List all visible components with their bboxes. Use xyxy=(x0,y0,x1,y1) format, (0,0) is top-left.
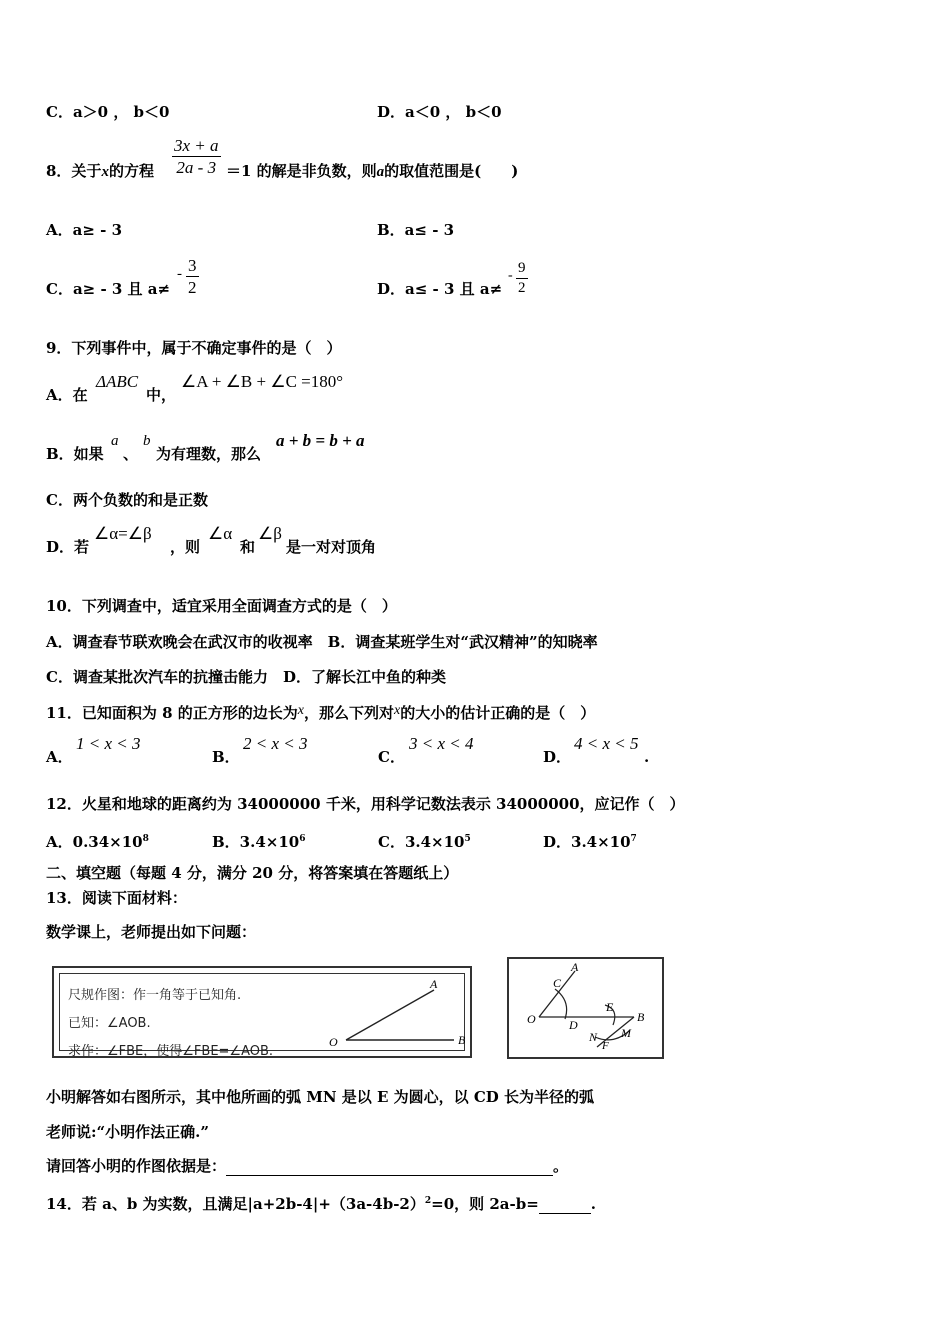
q10-options-ab: A．调查春节联欢晚会在武汉市的收视率 B．调查某班学生对“武汉精神”的知晓率 xyxy=(46,633,598,651)
q9-d-beta: ∠β xyxy=(258,524,282,543)
q12-option-b xyxy=(212,829,305,852)
q11-mid: ，那么下列对 xyxy=(303,704,394,722)
label-a: A xyxy=(571,960,579,974)
q9-d-post: 是一对对顶角 xyxy=(286,538,377,556)
q13-angle-figure xyxy=(324,980,474,1050)
label-b: B xyxy=(458,1033,466,1047)
q13-line-3-end: 。 xyxy=(553,1157,569,1175)
q11-post: 的大小的估计正确的是（ ） xyxy=(400,704,596,722)
label-m: M xyxy=(621,1026,631,1040)
q8-mid: 的方程 xyxy=(108,162,154,180)
label-f: F xyxy=(602,1040,609,1052)
q8-numerator: 3x + a xyxy=(174,136,219,155)
q11-stem xyxy=(46,701,595,723)
q9-d-and: 和 xyxy=(240,538,256,556)
q9-b-b: b xyxy=(143,433,151,449)
q13-construction-figure xyxy=(509,959,662,1057)
section-2-heading: 二、填空题（每题 4 分，满分 20 分，将答案填在答题纸上） xyxy=(46,864,459,882)
q8-var2: a xyxy=(376,164,385,180)
q11-x2: x xyxy=(394,703,401,718)
q10-stem: 10．下列调查中，适宜采用全面调查方式的是（ ） xyxy=(46,597,397,615)
q14-text: 14．若 a、b 为实数，且满足|a+2b-4|+（3a-4b-2） xyxy=(46,1195,425,1213)
q13-line-3 xyxy=(46,1156,568,1176)
q12-option-a xyxy=(46,829,149,852)
q9-d-pre: D．若 xyxy=(46,538,90,556)
q13-construction-box xyxy=(507,957,664,1059)
q12-option-d xyxy=(543,829,637,852)
q8-d-denominator: 2 xyxy=(518,280,526,296)
q14-sup: 2 xyxy=(424,1196,432,1206)
q12-a-text: A．0.34×10 xyxy=(46,833,143,851)
q12-d-exp: 7 xyxy=(630,834,637,844)
label-o: O xyxy=(527,1012,536,1026)
q8-denominator: 2a - 3 xyxy=(176,158,217,177)
q8-var: x xyxy=(101,164,109,180)
label-c: C xyxy=(553,976,562,990)
q8-post2: 的取值范围是( xyxy=(384,162,482,180)
q12-c-exp: 5 xyxy=(464,834,471,844)
q11-option-d: D． xyxy=(543,748,572,766)
q9-b-pre: B．如果 xyxy=(46,445,104,463)
label-d: D xyxy=(569,1018,578,1032)
q13-line-3-text: 请回答小明的作图依据是： xyxy=(46,1157,227,1175)
q7-option-c: C．a＞0 ， b＜0 xyxy=(46,103,170,121)
q9-a-equation: ∠A + ∠B + ∠C =180° xyxy=(181,372,344,391)
q8-c-denominator: 2 xyxy=(188,278,197,297)
q8-c-sign: - xyxy=(177,266,182,282)
q9-d-alpha: ∠α xyxy=(208,524,233,543)
label-a: A xyxy=(430,980,438,991)
q10-options-cd: C．调查某批次汽车的抗撞击能力 D．了解长江中鱼的种类 xyxy=(46,668,446,686)
q14-end: . xyxy=(590,1195,597,1213)
q11-pre: 11．已知面积为 8 的正方形的边长为 xyxy=(46,704,298,722)
q9-a-triangle: ΔABC xyxy=(96,372,139,391)
q8-d-fraction xyxy=(516,260,528,297)
q11-d-math: 4 < x < 5 xyxy=(574,734,639,753)
q9-a-pre: A．在 xyxy=(46,386,88,404)
q12-option-c xyxy=(378,829,471,852)
q14-text2: =0，则 2a-b= xyxy=(431,1195,539,1213)
label-e: E xyxy=(606,1000,614,1014)
q8-post: ＝1 的解是非负数，则 xyxy=(226,162,377,180)
q11-option-b: B． xyxy=(212,748,240,766)
q8-stem xyxy=(46,161,154,182)
q12-stem: 12．火星和地球的距离约为 34000000 千米，用科学记数法表示 34000000，应记作（ ） xyxy=(46,795,685,813)
q12-a-exp: 8 xyxy=(142,834,149,844)
q13-stem: 13．阅读下面材料： xyxy=(46,889,187,907)
q8-option-d: D．a≤ - 3 且 a≠ xyxy=(377,280,503,298)
q13-box-line-3: 求作：∠FBE，使得∠FBE=∠AOB. xyxy=(68,1044,274,1059)
q11-a-math: 1 < x < 3 xyxy=(76,734,141,753)
q7-option-d: D．a＜0 ， b＜0 xyxy=(377,103,502,121)
q8-c-fraction xyxy=(186,256,199,297)
q8-close: ) xyxy=(511,162,519,180)
q8-stem-tail xyxy=(226,161,518,182)
q12-c-text: C．3.4×10 xyxy=(378,833,465,851)
q13-answer-blank[interactable] xyxy=(226,1159,553,1176)
q8-option-b: B．a≤ - 3 xyxy=(377,221,455,239)
q13-intro: 数学课上，老师提出如下问题： xyxy=(46,923,257,941)
q9-a-mid: 中， xyxy=(146,386,177,404)
q8-pre: 8．关于 xyxy=(46,162,102,180)
q8-option-c: C．a≥ - 3 且 a≠ xyxy=(46,280,171,298)
q8-d-sign: - xyxy=(508,268,513,283)
q13-box-line-1: 尺规作图：作一角等于已知角. xyxy=(68,988,242,1003)
q9-b-mid: 为有理数，那么 xyxy=(156,445,262,463)
label-o: O xyxy=(329,1035,338,1049)
q13-problem-box xyxy=(52,966,472,1058)
label-n: N xyxy=(589,1030,598,1044)
q14-stem xyxy=(46,1191,596,1214)
label-b: B xyxy=(637,1010,645,1024)
ray-oa xyxy=(346,990,434,1040)
q8-fraction xyxy=(172,136,221,177)
q9-b-a: a xyxy=(111,433,119,449)
q13-box-line-2: 已知：∠AOB. xyxy=(68,1016,151,1031)
q9-b-sep: 、 xyxy=(123,445,139,463)
q12-b-text: B．3.4×10 xyxy=(212,833,300,851)
q12-b-exp: 6 xyxy=(299,834,306,844)
q9-d-equation: ∠α=∠β xyxy=(94,524,152,543)
q8-d-numerator: 9 xyxy=(516,260,528,279)
q9-stem: 9．下列事件中，属于不确定事件的是（ ） xyxy=(46,339,342,357)
q13-line-2: 老师说:“小明作法正确.” xyxy=(46,1123,210,1141)
q11-c-math: 3 < x < 4 xyxy=(409,734,474,753)
q8-option-a: A．a≥ - 3 xyxy=(46,221,123,239)
q9-b-equation: a + b = b + a xyxy=(276,431,365,450)
q12-d-text: D．3.4×10 xyxy=(543,833,631,851)
q13-line-1: 小明解答如右图所示，其中他所画的弧 MN 是以 E 为圆心，以 CD 长为半径的弧 xyxy=(46,1088,595,1106)
q9-d-mid: ，则 xyxy=(170,538,201,556)
q11-x1: x xyxy=(297,703,304,718)
q11-end: . xyxy=(644,748,650,766)
q8-c-numerator: 3 xyxy=(188,256,197,275)
q11-option-a: A． xyxy=(46,748,73,766)
q14-answer-blank[interactable] xyxy=(539,1197,591,1214)
q9-option-c: C．两个负数的和是正数 xyxy=(46,491,208,509)
q11-b-math: 2 < x < 3 xyxy=(243,734,308,753)
q11-option-c: C． xyxy=(378,748,405,766)
